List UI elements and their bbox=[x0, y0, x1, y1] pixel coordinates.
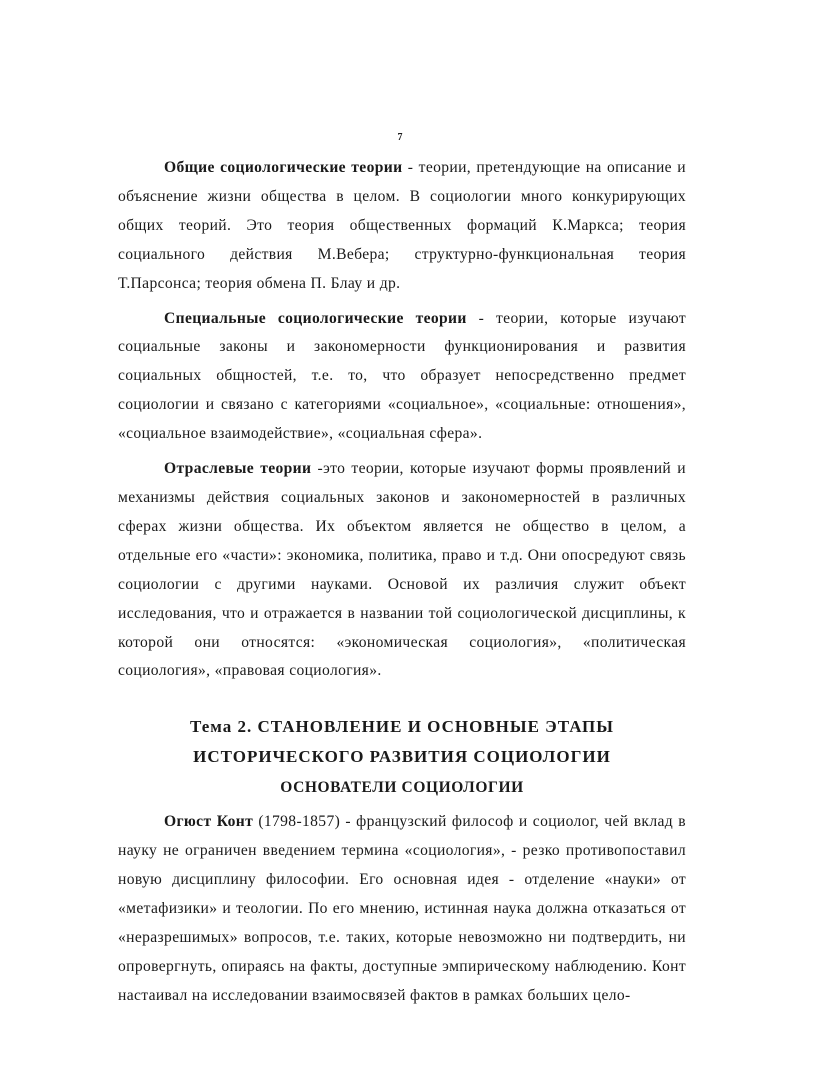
text-special-theories: - теории, которые изучают социальные законы и закономерности функционирования и развития социальных общностей, т.е. то, что образует непосредственно предмет социологии и связано с категориями «социальное», «социальные: отношения», «социальное взаимодействие», «социальная сфера». bbox=[118, 309, 686, 443]
text-auguste-comte: (1798-1857) - французский философ и социолог, чей вклад в науку не ограничен введением термина «социология», - резко противопоставил новую дисциплину философии. Его основная идея - отделение «науки» от «метафизики» и теологии. По его мнению, истинная наука должна отказаться от «неразрешимых» вопросов, т.е. таких, которые невозможно ни подтвердить, ни опровергнуть, опираясь на факты, доступные эмпирическому наблюдению. Конт настаивал на исследовании взаимосвязей фактов в рамках больших цело- bbox=[118, 813, 686, 1004]
term-auguste-comte: Огюст Конт bbox=[164, 813, 254, 831]
text-branch-theories: -это теории, которые изучают формы проявлений и механизмы действия социальных законов и закономерностей в различных сферах жизни общества. Их объектом является не общество в целом, а отдельные его «части»: экономика, политика, право и т.д. Они опосредуют связь социологии с другими науками. Основой их различия служит объект исследования, что и отражается в названии той социологической дисциплины, к которой они относятся: «экономическая социология», «политическая социология», «правовая социология». bbox=[118, 460, 686, 680]
term-branch-theories: Отраслевые теории bbox=[164, 460, 312, 478]
term-general-theories: Общие социологические теории bbox=[164, 159, 403, 176]
term-special-theories: Специальные социологические теории bbox=[164, 309, 467, 327]
text-general-theories: - теории, претендующие на описание и объяснение жизни общества в целом. В социологии много конкурирующих общих теорий. Это теория общественных формаций К.Маркса; теория социального действия М.Вебера; структурно-функциональная теория Т.Парсонса; теория обмена П. Блау и др. bbox=[118, 159, 686, 292]
section-title-line-2: ИСТОРИЧЕСКОГО РАЗВИТИЯ СОЦИОЛОГИИ bbox=[193, 747, 611, 767]
page-number: 7 bbox=[397, 132, 403, 143]
paragraph-special-theories bbox=[118, 305, 686, 450]
paragraph-general-theories bbox=[118, 154, 686, 299]
section-title-line-1: Тема 2. СТАНОВЛЕНИЕ И ОСНОВНЫЕ ЭТАПЫ bbox=[190, 717, 614, 737]
section-subtitle: ОСНОВАТЕЛИ СОЦИОЛОГИИ bbox=[280, 779, 524, 797]
page-content bbox=[118, 154, 686, 1017]
paragraph-branch-theories bbox=[118, 455, 686, 686]
paragraph-auguste-comte bbox=[118, 808, 686, 1010]
section-heading bbox=[118, 712, 686, 804]
